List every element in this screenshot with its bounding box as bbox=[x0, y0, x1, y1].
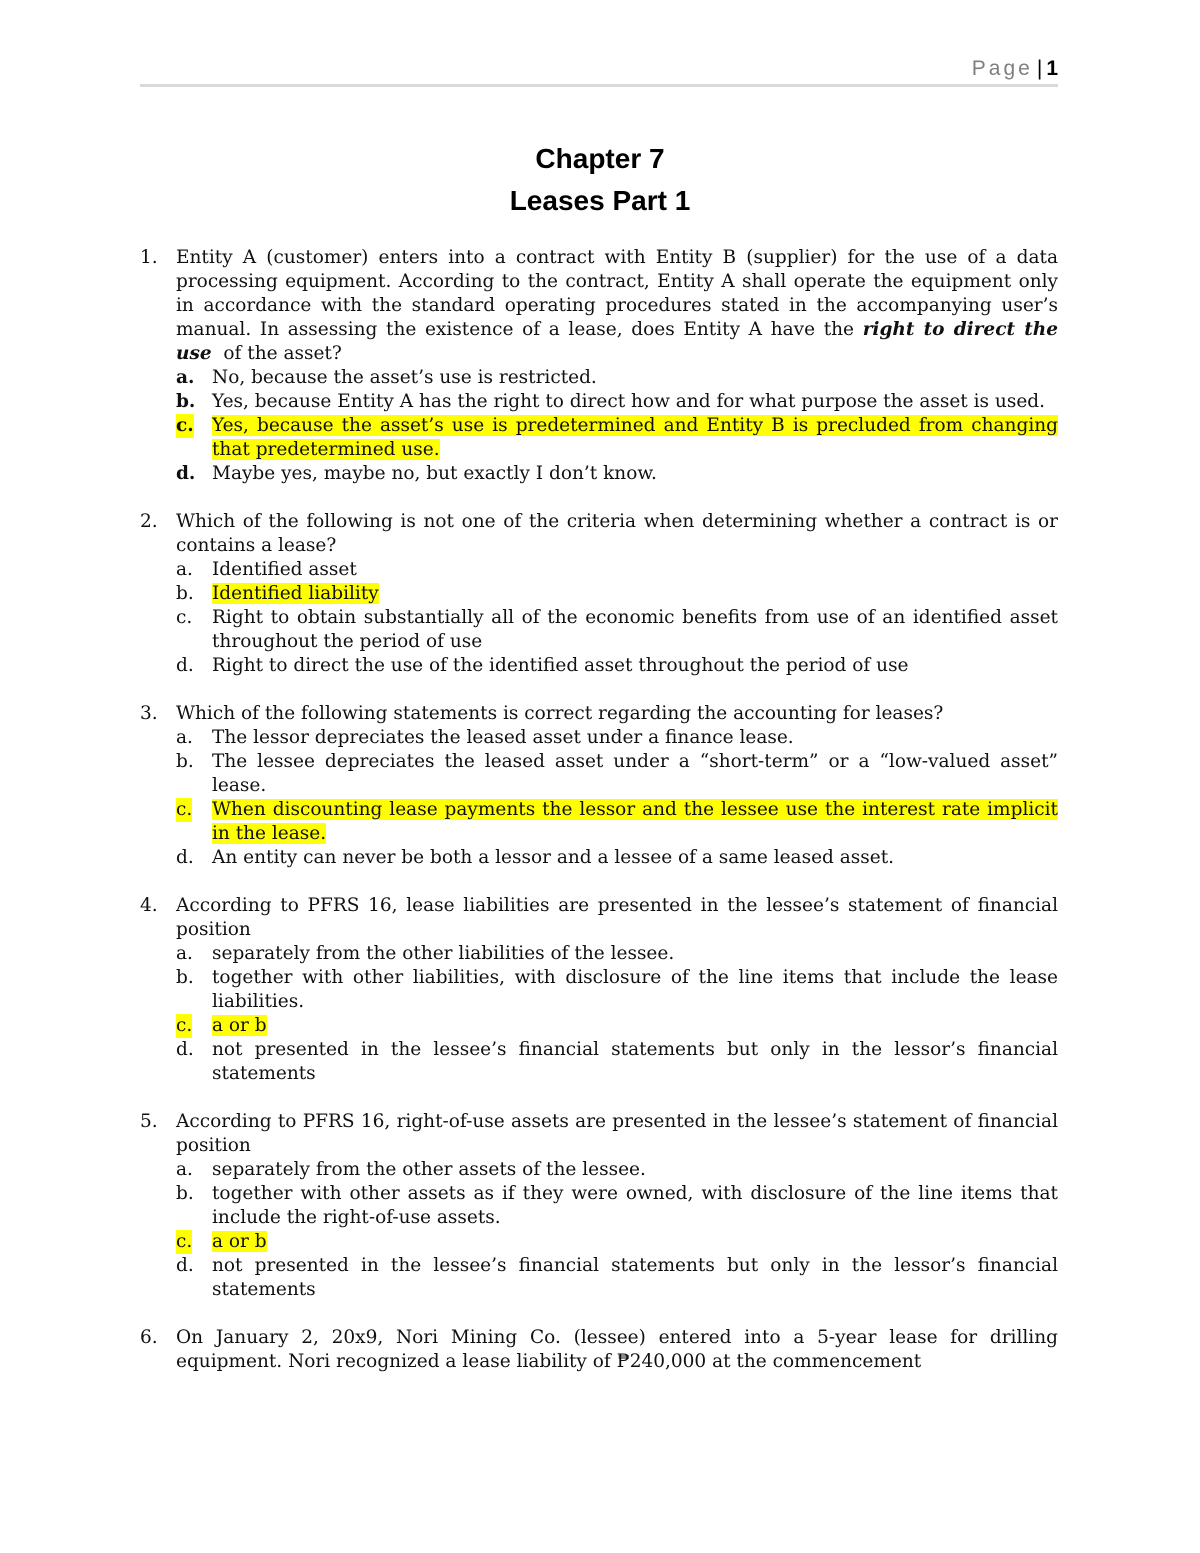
option-a bbox=[176, 558, 1058, 582]
option-b bbox=[176, 390, 1058, 414]
question-stem: According to PFRS 16, right-of-use assets are presented in the lessee’s statement of financial position bbox=[176, 1111, 1058, 1156]
option-text: Maybe yes, maybe no, but exactly I don’t know. bbox=[212, 463, 657, 484]
option-letter: c. bbox=[176, 1231, 193, 1252]
option-b bbox=[176, 1182, 1058, 1230]
option-a bbox=[176, 1158, 1058, 1182]
option-text: together with other liabilities, with disclosure of the line items that include the lease liabilities. bbox=[212, 967, 1058, 1012]
option-c-highlighted-answer bbox=[176, 1014, 1058, 1038]
question-stem: According to PFRS 16, lease liabilities are presented in the lessee’s statement of financial position bbox=[176, 895, 1058, 940]
question-list bbox=[0, 246, 1200, 1398]
option-text: Right to obtain substantially all of the economic benefits from use of an identified asset throughout the period of use bbox=[212, 607, 1058, 652]
option-letter: a. bbox=[176, 367, 195, 388]
option-text: not presented in the lessee’s financial statements but only in the lessor’s financial statements bbox=[212, 1039, 1058, 1084]
question-4 bbox=[140, 894, 1058, 1086]
stem-emphasis: right to direct the use bbox=[176, 319, 1058, 364]
question-stem: On January 2, 20x9, Nori Mining Co. (lessee) entered into a 5-year lease for drilling equipment. Nori recognized a lease liability of ₱240,000 at the commencement bbox=[176, 1327, 1058, 1372]
option-letter: a. bbox=[176, 559, 193, 580]
page-header bbox=[140, 56, 1058, 87]
option-text: Yes, because the asset’s use is predetermined and Entity B is precluded from changing that predetermined use. bbox=[212, 415, 1058, 460]
option-text: a or b bbox=[212, 1231, 267, 1252]
option-letter: d. bbox=[176, 1039, 194, 1060]
question-number: 5. bbox=[140, 1111, 158, 1132]
option-c-highlighted-answer bbox=[176, 414, 1058, 462]
option-letter: c. bbox=[176, 415, 194, 436]
option-c-highlighted-answer bbox=[176, 798, 1058, 846]
option-text: Identified asset bbox=[212, 559, 357, 580]
question-number: 3. bbox=[140, 703, 158, 724]
option-letter: d. bbox=[176, 655, 194, 676]
option-letter: b. bbox=[176, 583, 194, 604]
option-a bbox=[176, 726, 1058, 750]
question-number: 6. bbox=[140, 1327, 158, 1348]
option-c bbox=[176, 606, 1058, 654]
question-2 bbox=[140, 510, 1058, 678]
option-b bbox=[176, 750, 1058, 798]
chapter-title: Chapter 7 bbox=[535, 143, 665, 174]
option-letter: b. bbox=[176, 391, 196, 412]
option-text: together with other assets as if they were owned, with disclosure of the line items that include the right-of-use assets. bbox=[212, 1183, 1058, 1228]
question-1 bbox=[140, 246, 1058, 486]
option-text: No, because the asset’s use is restricted. bbox=[212, 367, 597, 388]
option-letter: b. bbox=[176, 967, 194, 988]
stem-text: Entity A (customer) enters into a contract with Entity B (supplier) for the use of a data processing equipment. According to the contract, Entity A shall operate the equipment only in accordance with the standard operating procedures stated in the accompanying user’s manual. In assessing the existence of a lease, does Entity A have the bbox=[176, 247, 1058, 340]
question-stem bbox=[176, 246, 1058, 366]
question-6 bbox=[140, 1326, 1058, 1374]
option-a bbox=[176, 942, 1058, 966]
option-d bbox=[176, 846, 1058, 870]
question-5 bbox=[140, 1110, 1058, 1302]
page-word: Page bbox=[971, 57, 1033, 80]
option-letter: a. bbox=[176, 943, 193, 964]
page-number: 1 bbox=[1046, 57, 1058, 80]
chapter-subtitle: Leases Part 1 bbox=[509, 185, 691, 216]
option-letter: a. bbox=[176, 727, 193, 748]
question-number: 1. bbox=[140, 247, 158, 268]
question-3 bbox=[140, 702, 1058, 870]
option-text: not presented in the lessee’s financial statements but only in the lessor’s financial statements bbox=[212, 1255, 1058, 1300]
option-b bbox=[176, 966, 1058, 1014]
option-b-highlighted-answer bbox=[176, 582, 1058, 606]
option-letter: c. bbox=[176, 607, 193, 628]
option-text: a or b bbox=[212, 1015, 267, 1036]
option-text: The lessor depreciates the leased asset under a finance lease. bbox=[212, 727, 794, 748]
option-text: separately from the other assets of the lessee. bbox=[212, 1159, 646, 1180]
option-letter: d. bbox=[176, 847, 194, 868]
question-number: 4. bbox=[140, 895, 158, 916]
option-d bbox=[176, 1254, 1058, 1302]
question-stem: Which of the following statements is correct regarding the accounting for leases? bbox=[176, 703, 944, 724]
option-text: separately from the other liabilities of the lessee. bbox=[212, 943, 675, 964]
page-separator: | bbox=[1036, 57, 1043, 80]
option-letter: c. bbox=[176, 1015, 193, 1036]
option-letter: b. bbox=[176, 751, 194, 772]
option-text: When discounting lease payments the lessor and the lessee use the interest rate implicit in the lease. bbox=[212, 799, 1058, 844]
option-letter: b. bbox=[176, 1183, 194, 1204]
option-letter: d. bbox=[176, 1255, 194, 1276]
option-d bbox=[176, 654, 1058, 678]
option-text: Identified liability bbox=[212, 583, 379, 604]
option-d bbox=[176, 1038, 1058, 1086]
question-number: 2. bbox=[140, 511, 158, 532]
option-letter: a. bbox=[176, 1159, 193, 1180]
option-d bbox=[176, 462, 1058, 486]
option-text: Yes, because Entity A has the right to direct how and for what purpose the asset is used. bbox=[212, 391, 1045, 412]
option-a bbox=[176, 366, 1058, 390]
question-stem: Which of the following is not one of the criteria when determining whether a contract is or contains a lease? bbox=[176, 511, 1058, 556]
option-text: Right to direct the use of the identified asset throughout the period of use bbox=[212, 655, 909, 676]
option-c-highlighted-answer bbox=[176, 1230, 1058, 1254]
option-text: An entity can never be both a lessor and a lessee of a same leased asset. bbox=[212, 847, 895, 868]
page-number-label bbox=[972, 56, 1058, 82]
option-letter: d. bbox=[176, 463, 196, 484]
option-text: The lessee depreciates the leased asset under a “short-term” or a “low-valued asset” lease. bbox=[212, 751, 1058, 796]
option-letter: c. bbox=[176, 799, 193, 820]
stem-text-end: of the asset? bbox=[223, 343, 342, 364]
